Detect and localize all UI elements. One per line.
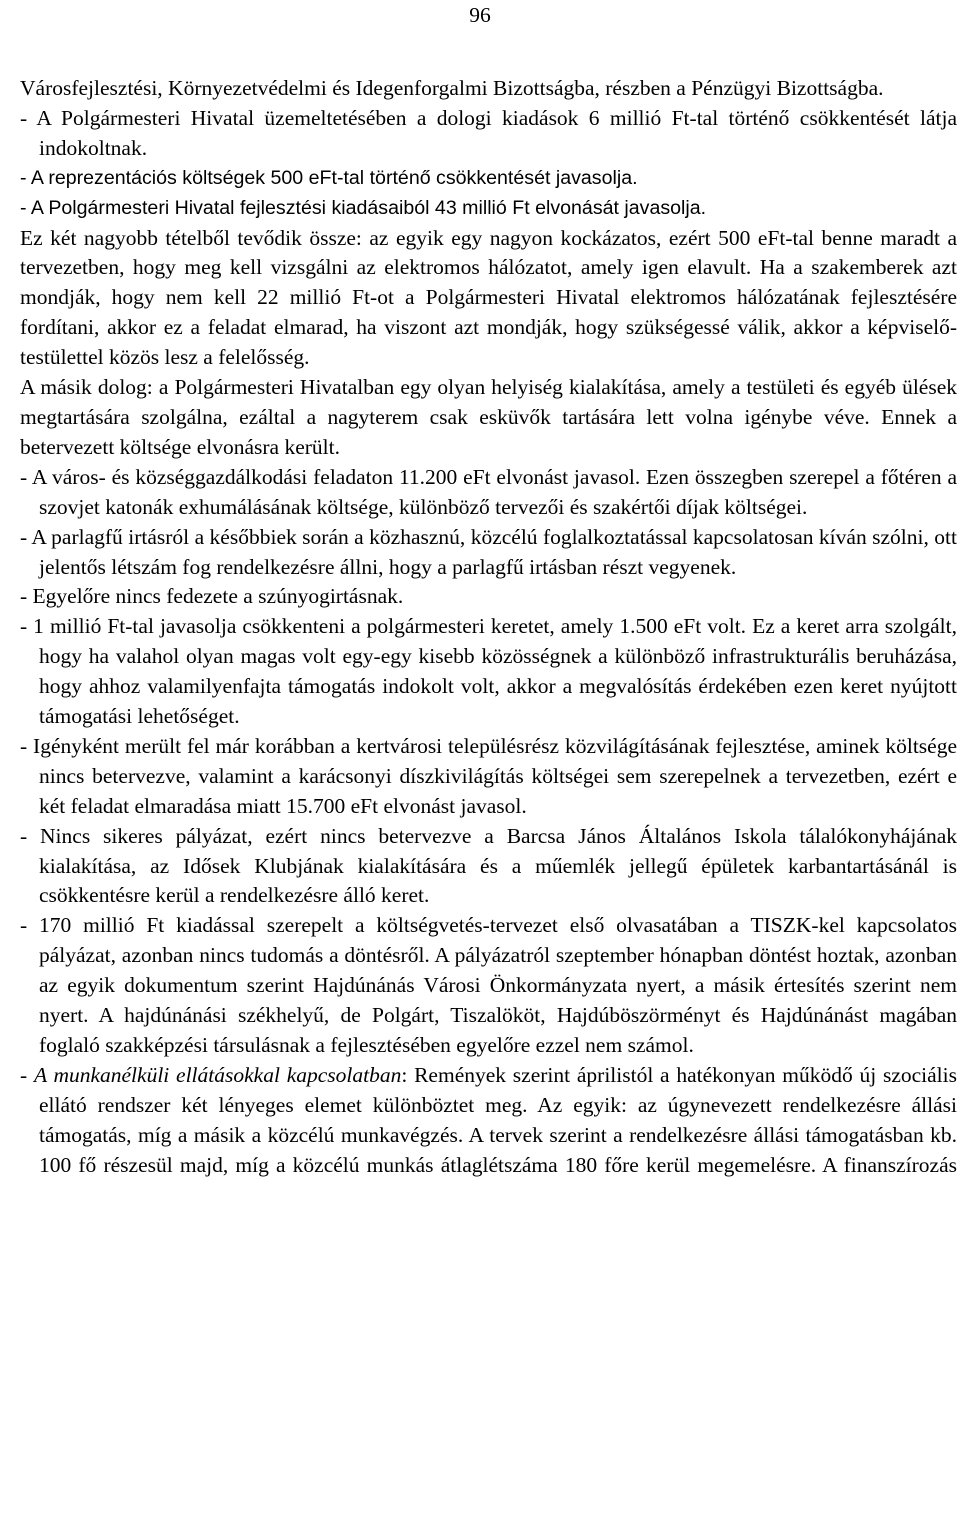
paragraph: Ez két nagyobb tételből tevődik össze: az egyik egy nagyon kockázatos, ezért 500 eFt-tal benne maradt a tervezetben, hogy meg kell vizsgálni az elektromos hálózatot, amely igen elavult. Ha a szakemberek azt mondják, hogy nem kell 22 millió Ft-ot a Polgármesteri Hivatal elektromos hálózatának fejlesztésére fordítani, akkor ez a feladat elmarad, ha viszont azt mondják, hogy szükségessé válik, akkor a képviselő-testülettel közös lesz a felelősség. [20, 225, 957, 370]
list-item: - 170 millió Ft kiadással szerepelt a költségvetés-tervezet első olvasatában a TISZK-kel kapcsolatos pályázat, azonban nincs tudomás a döntésről. A pályázatról szeptember hónapban döntést hoztak, azonban az egyik dokumentum szerint Hajdúnánás Városi Önkormányzata nyert, a másik értesítés szerint nem nyert. A hajdúnánási székhelyű, de Polgárt, Tiszalököt, Hajdúböszörményt és Hajdúnánást magában foglaló szakképzési társulásnak a fejlesztésében egyelőre ezzel nem számol. [20, 913, 957, 1057]
paragraph: A másik dolog: a Polgármesteri Hivatalban egy olyan helyiség kialakítása, amely a testületi és egyéb ülések megtartására szolgálna, ezáltal a nagyterem csak esküvők tartására lett volna igénybe véve. Ennek a betervezett költsége elvonásra került. [20, 375, 957, 459]
list-item: - A reprezentációs költségek 500 eFt-tal történő csökkentését javasolja. [20, 166, 638, 189]
list-item-dash: - [20, 1062, 34, 1087]
list-item: - Nincs sikeres pályázat, ezért nincs betervezve a Barcsa János Általános Iskola tálalókonyhájának kialakítása, az Idősek Klubjának kialakítására és a műemlék jellegű épületek karbantartásánál is csökkentésre kerül a rendelkezésre álló keret. [20, 823, 957, 908]
list-item: - A parlagfű irtásról a későbbiek során a közhasznú, közcélú foglalkoztatással kapcsolatosan kíván szólni, ott jelentős létszám fog rendelkezésre állni, hogy a parlagfű irtásban részt vegyenek. [20, 524, 957, 579]
page-number: 96 [469, 3, 491, 27]
paragraph-text: : Remények szerint áprilistól a hatékonyan működő új szociális ellátó rendszer két lényeges elemet különböztet meg. Az egyik: az úgynevezett rendelkezésre állási támogatás, míg a másik a közcélú munkavégzés. A tervek szerint a rendelkezésre állási támogatásban kb. 100 fő részesül majd, míg a közcélú munkás átlaglétszáma 180 főre kerül megemelésre. A finanszírozás [39, 1062, 957, 1177]
list-item: - Egyelőre nincs fedezete a szúnyogirtásnak. [20, 584, 404, 609]
paragraph: Városfejlesztési, Környezetvédelmi és Idegenforgalmi Bizottságba, részben a Pénzügyi Bizottságba. [20, 76, 884, 100]
list-item: - A város- és községgazdálkodási feladaton 11.200 eFt elvonást javasol. Ezen összegben szerepel a főtéren a szovjet katonák exhumálásának költsége, különböző tervezői és szakértői díjak költségei. [20, 464, 957, 519]
list-item: - A Polgármesteri Hivatal üzemeltetésében a dologi kiadások 6 millió Ft-tal történő csökkentését látja indokoltnak. [20, 105, 957, 160]
body-text [20, 74, 957, 1181]
italic-heading: A munkanélküli ellátásokkal kapcsolatban [33, 1062, 402, 1087]
list-item: - A Polgármesteri Hivatal fejlesztési kiadásaiból 43 millió Ft elvonását javasolja. [20, 196, 707, 219]
list-item [20, 1061, 957, 1181]
list-item: - Igényként merült fel már korábban a kertvárosi településrész közvilágításának fejlesztése, aminek költsége nincs betervezve, valamint a karácsonyi díszkivilágítás költségei sem szerepelnek a tervezetben, ezért e két feladat elmaradása miatt 15.700 eFt elvonást javasol. [20, 733, 957, 818]
list-item: - 1 millió Ft-tal javasolja csökkenteni a polgármesteri keretet, amely 1.500 eFt volt. Ez a keret arra szolgált, hogy ha valahol olyan magas volt egy-egy kisebb közösségnek a különböző infrastrukturális beruházása, hogy ahhoz valamilyenfajta támogatás indokolt volt, akkor a megvalósítás érdekében ezen keret nyújtott támogatási lehetőséget. [20, 614, 957, 729]
